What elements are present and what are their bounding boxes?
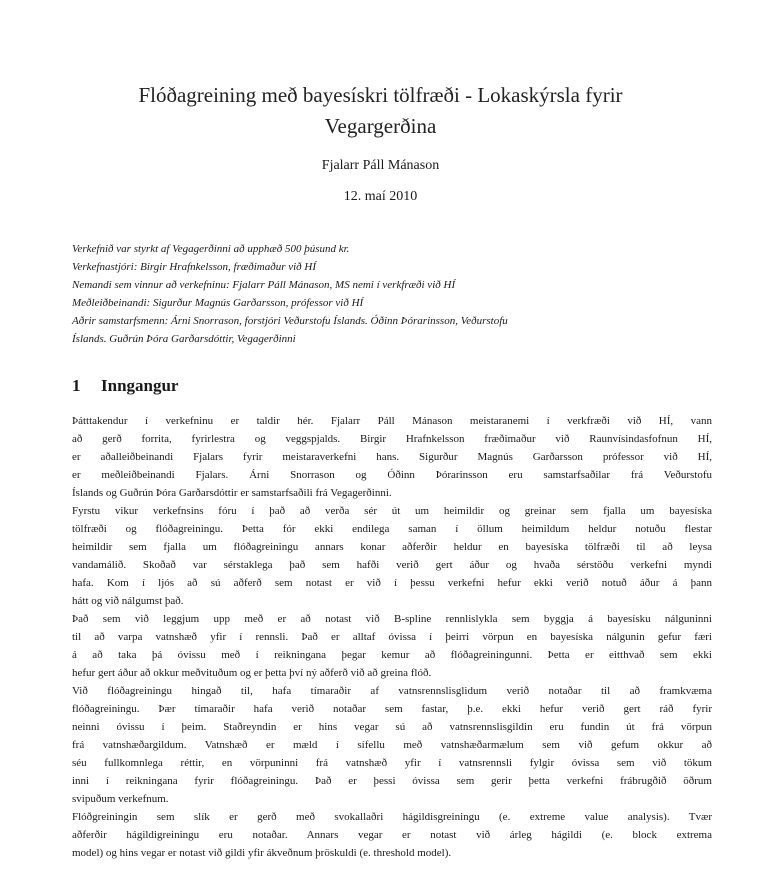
- section-body: [72, 412, 712, 862]
- body-line: heimildir sem fjalla um flóðagreiningu annars konar aðferðir heldur en bayesíska tölfræði til að leysa: [72, 541, 712, 553]
- publication-date: 12. maí 2010: [343, 189, 418, 204]
- section-heading: [72, 375, 178, 397]
- body-line: frá vatnshæðargildum. Vatnshæð er mæld í sífellu með vatnshæðarmælum sem við gefum okkur að: [72, 739, 712, 751]
- body-line: Íslands og Guðrún Þóra Garðarsdóttir er samstarfsaðili frá Vegagerðinni.: [72, 487, 392, 499]
- body-line: Við flóðagreiningu hingað til, hafa tímaraðir af vatnsrennslisglidum verið notaðar til að framkvæma: [72, 685, 712, 697]
- title-line: Vegargerðina: [324, 114, 437, 138]
- body-line: séu fullkomnlega réttir, en vörpuninni frá vatnshæð yfir í vatnsrennsli fylgir óvissa sem við tökum: [72, 757, 712, 769]
- section-number: 1: [72, 376, 81, 395]
- author-name: Fjalarr Páll Mánason: [321, 158, 440, 173]
- body-line: hátt og við nálgumst það.: [72, 595, 184, 607]
- body-line: Fyrstu vikur verkefnsins fóru í það að verða sér út um heimildir og greinar sem fjalla um bayesíska: [72, 505, 712, 517]
- body-line: til að varpa vatnshæð yfir í rennsli. Það er alltaf óvissa í þeirri vörpun en bayesíska nálgunin gefur færi: [72, 631, 712, 643]
- body-line: er aðalleiðbeinandi Fjalars fyrir meistaraverkefni hans. Sigurður Magnús Garðarsson prófessor við HÍ,: [72, 451, 712, 463]
- section-title: Inngangur: [101, 376, 179, 395]
- title-line: Flóðagreining með bayesískri tölfræði - Lokaskýrsla fyrir: [138, 83, 623, 107]
- paper-title: [60, 80, 701, 142]
- note-line: Íslands. Guðrún Þóra Garðarsdóttir, Vegagerðinni: [72, 333, 296, 345]
- body-line: Þátttakendur í verkefninu er taldir hér. Fjalarr Páll Mánason meistaranemi í verkfræði við HÍ, vann: [72, 415, 712, 427]
- body-line: hefur gert áður að okkur meðvituðum og er þetta því ný aðferð við að greina flóð.: [72, 667, 432, 679]
- body-line: á að taka þá óvissu með í reikningana þegar kemur að flóðagreiningunni. Þetta er eitthvað sem ekki: [72, 649, 712, 661]
- funding-notes: [72, 240, 712, 348]
- body-line: aðferðir hágildigreiningu eru notaðar. Annars vegar er notast við árleg hágildi (e. block extrema: [72, 829, 712, 841]
- note-line: Meðleiðbeinandi: Sigurður Magnús Garðarsson, prófessor við HÍ: [72, 297, 364, 309]
- body-line: flóðagreiningu. Þær tímaraðir hafa verið notaðar sem fastar, þ.e. ekki hefur verið gert ráð fyrir: [72, 703, 712, 715]
- body-line: vandamálið. Skoðað var sérstaklega það sem hafði verið gert áður og hvaða sérstöðu verkefni myndi: [72, 559, 712, 571]
- body-line: Flóðgreiningin sem slík er gerð með svokallaðri hágildisgreiningu (e. extreme value analysis). Tvær: [72, 811, 712, 823]
- body-line: neinni óvissu í þeim. Staðreyndin er hins vegar sú að vatnsrennslisgildin eru fundin út frá vörpun: [72, 721, 712, 733]
- body-line: inni í reikningana fyrir flóðagreiningu. Það er þessi óvissa sem gerir þetta verkefni frábrugðið öðrum: [72, 775, 712, 787]
- body-line: tölfræði og flóðagreiningu. Þetta fór ekki endilega saman í öllum heimildum heldur notuðu flestar: [72, 523, 712, 535]
- body-line: svipuðum verkefnum.: [72, 793, 169, 805]
- body-line: er meðleiðbeinandi Fjalars. Árni Snorrason og Óðinn Þórarinsson eru samstarfsaðilar frá Veðurstofu: [72, 469, 712, 481]
- note-line: Aðrir samstarfsmenn: Árni Snorrason, forstjóri Veðurstofu Íslands. Óðinn Þórarinsson, Veðurstofu: [72, 315, 508, 327]
- body-line: Það sem við leggjum upp með er að notast við B-spline rennlislykla sem byggja á bayesísku nálguninni: [72, 613, 712, 625]
- body-line: hafa. Kom í ljós að sú aðferð sem notast er við í þessu verkefni hefur ekki verið notuð áður á þann: [72, 577, 712, 589]
- body-line: model) og hins vegar er notast við gildi yfir ákveðnum þröskuldi (e. threshold model).: [72, 847, 452, 859]
- note-line: Verkefnið var styrkt af Vegagerðinni að upphæð 500 þúsund kr.: [72, 243, 350, 255]
- note-line: Verkefnastjóri: Birgir Hrafnkelsson, fræðimaður við HÍ: [72, 261, 317, 273]
- body-line: að gerð forrita, fyrirlestra og veggspjalds. Birgir Hrafnkelsson fræðimaður við Raunvísindasfofnun HÍ,: [72, 433, 712, 445]
- note-line: Nemandi sem vinnur að verkefninu: Fjalarr Páll Mánason, MS nemi í verkfræði við HÍ: [72, 279, 456, 291]
